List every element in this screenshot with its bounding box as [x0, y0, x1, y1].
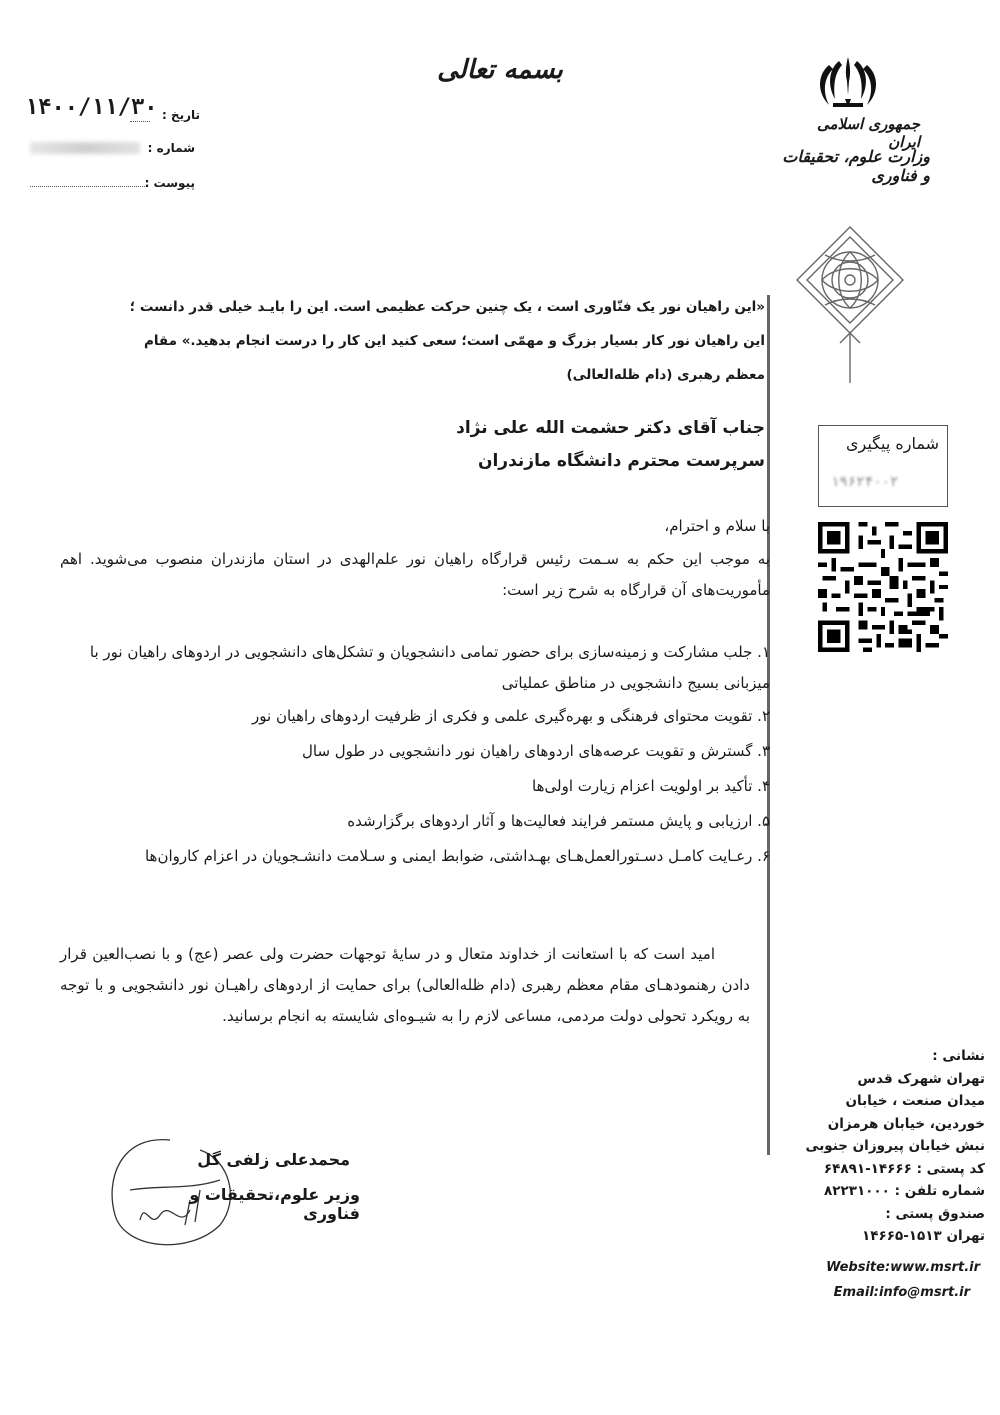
leader-quote: «این راهیان نور یک فنّاوری است ، یک چنین حرکت عظیمی است. این را بایـد خیلی قدر دانست ؛ این راهیان نور کار بسیار بزرگ و مهمّی است؛ سعی کنید این کار را درست انجام بدهید.» مقام معظم رهبری (دام ظله‌العالی) — [129, 299, 765, 383]
mission-item: ۵. ارزیابی و پایش مستمر فرایند فعالیت‌ها و آثار اردوهای برگزارشده — [347, 812, 770, 830]
address-line: نبش خیابان پیروزان جنوبی — [805, 1138, 985, 1154]
recipient-title: سرپرست محترم دانشگاه مازندران — [477, 451, 765, 471]
government-name: جمهوری اسلامی ایران — [816, 115, 920, 151]
tracking-number: ۱۹۶۲۴۰۰۲ — [831, 474, 899, 490]
po-box: تهران ۱۵۱۳-۱۴۶۶۵ — [861, 1228, 985, 1244]
greeting: با سلام و احترام، — [664, 517, 770, 535]
tracking-label: شماره پیگیری — [845, 434, 939, 453]
address-line: تهران شهرک قدس — [857, 1070, 985, 1087]
mission-item: ۲. تقویت محتوای فرهنگی و بهره‌گیری علمی و فکری از ظرفیت اردوهای راهیان نور — [252, 707, 770, 725]
closing-paragraph: امید است که با استعانت از خداوند متعال و در سایهٔ توجهات حضرت ولی عصر (عج) و با نصب‌العین قرار دادن رهنمودهـای مقام معظم رهبری (دام ظله‌العالی) برای حمایت از اردوهای راهیـان نور دانشجویی و با توجه به رویکرد تحولی دولت مردمی، مساعی لازم را به شیـوه‌ای شایسته به انجام برسانید. — [60, 945, 750, 1025]
date-value: ۱۴۰۰/۱۱/۳۰ — [25, 95, 158, 120]
missions-list — [60, 637, 770, 872]
appointment-intro: به موجب این حکم به سـمت رئیس قرارگاه راهیان نور علم‌الهدی در استان مازندران منصوب می‌شوید. اهم مأموریت‌های آن قرارگاه به شرح زیر است: — [60, 550, 770, 599]
recipient-name: جناب آقای دکتر حشمت الله علی نژاد — [456, 418, 765, 438]
mission-item: ۱. جلب مشارکت و زمینه‌سازی برای حضور تمامی دانشجویان و تشکل‌های دانشجویی در اردوهای راهیان نور با میزبانی بسیج دانشجویی در مناطق عملیاتی — [89, 643, 770, 692]
ministry-name: وزارت علوم، تحقیقات و فناوری — [782, 147, 930, 185]
date-label: تاریخ : — [161, 108, 200, 122]
signer-name: محمدعلی زلفی گل — [197, 1150, 350, 1169]
attachment-label: پیوست : — [144, 176, 195, 190]
date-dots — [130, 120, 150, 122]
tracking-box — [818, 425, 948, 507]
signer-title: وزیر علوم،تحقیقات و فناوری — [189, 1185, 360, 1223]
qr-code[interactable] — [818, 522, 948, 652]
number-redacted — [30, 142, 140, 154]
mission-item: ۴. تأکید بر اولویت اعزام زیارت اولی‌ها — [532, 777, 770, 795]
website-link[interactable]: Website:www.msrt.ir — [826, 1260, 980, 1275]
email-link[interactable]: Email:info@msrt.ir — [833, 1285, 970, 1300]
address-line: خوردین، خیابان هرمزان — [827, 1115, 985, 1132]
address-line: نشانی : — [932, 1048, 985, 1064]
number-label: شماره : — [147, 141, 195, 155]
postal-code: کد پستی : ۱۴۶۶۶-۶۴۸۹۱ — [823, 1160, 985, 1177]
attachment-dots — [30, 185, 145, 187]
address-line: میدان صنعت ، خیابان — [845, 1093, 985, 1109]
mission-item: ۳. گسترش و تقویت عرصه‌های اردوهای راهیان نور دانشجویی در طول سال — [301, 742, 770, 760]
po-box-label: صندوق پستی : — [885, 1205, 985, 1222]
recipient-block — [350, 412, 765, 478]
bismillah-heading: بسمه تعالی — [437, 55, 563, 85]
phone-number: شماره تلفن : ۸۲۲۳۱۰۰۰ — [823, 1183, 985, 1199]
mission-item: ۶. رعـایت کامـل دسـتورالعمل‌هـای بهـداشتی، ضوابط ایمنی و سـلامت دانشـجویان در اعزام کاروان‌ها — [144, 847, 770, 865]
ornament-motif — [795, 225, 905, 385]
ministry-address — [790, 1045, 985, 1248]
iran-emblem-logo — [815, 55, 881, 113]
